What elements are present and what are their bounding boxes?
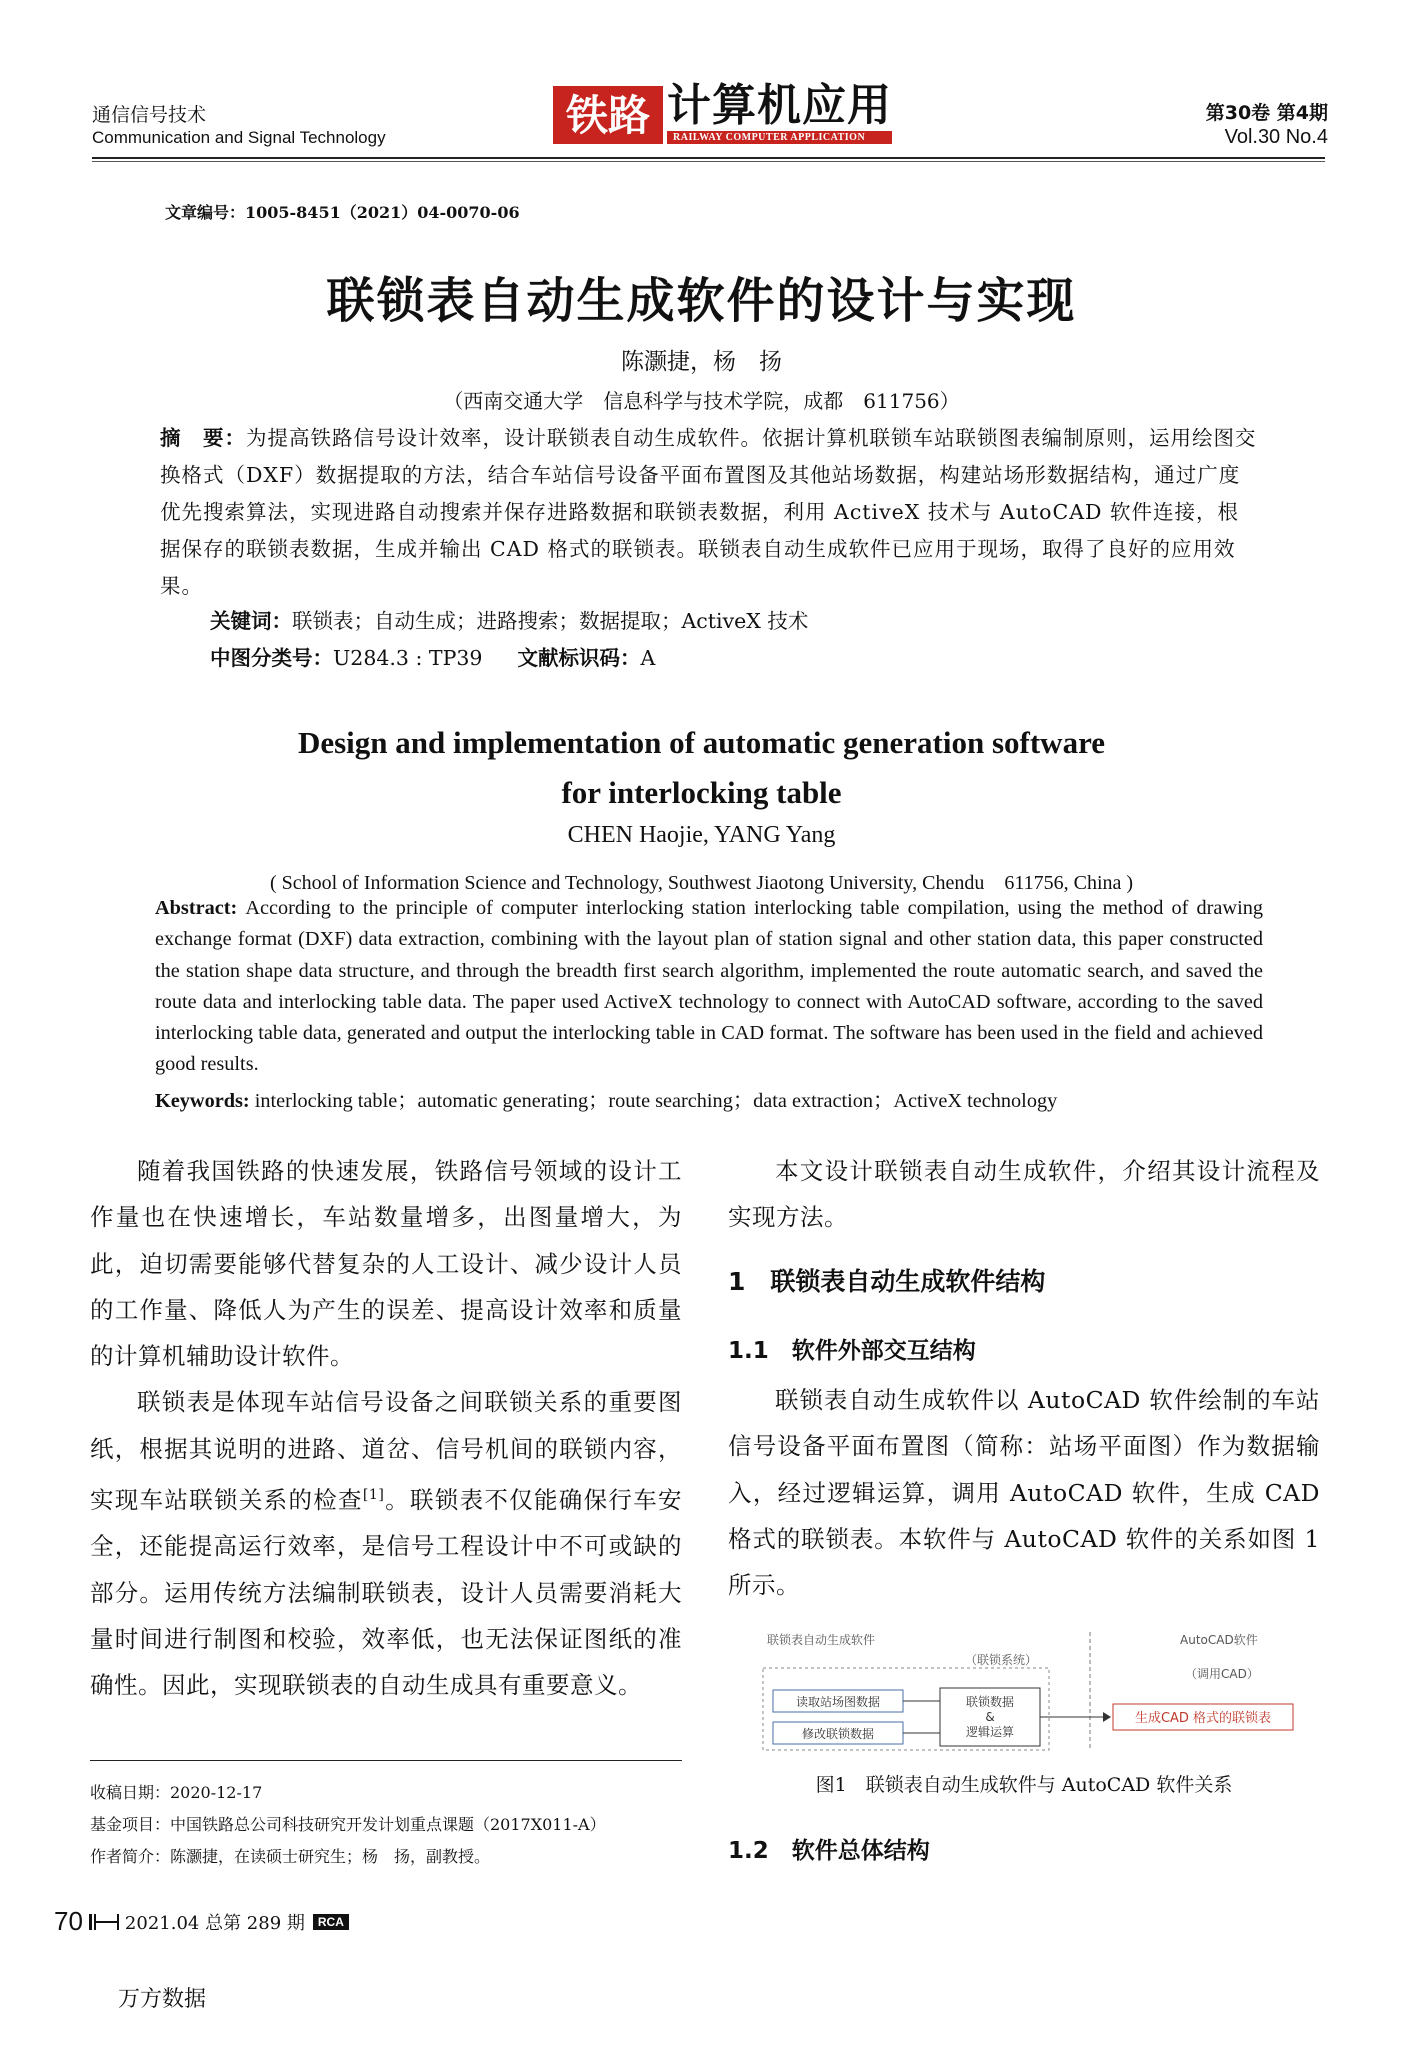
abstract-en-text: According to the principle of computer interlocking station interlocking table compilation, using the method of drawing exchange format (DXF) data extraction, combining with the layout plan of station signal and other station data, this paper constructed the station shape data structure, and through the breadth first search algorithm, implemented the route automatic search, and saved the route data and interlocking table data. The paper used ActiveX technology to connect with AutoCAD software, according to the saved interlocking table data, generated and output the interlocking table in CAD format. The software has been used in the field and achieved good results. bbox=[155, 897, 1263, 1076]
footnote-author: 作者简介：陈灏捷，在读硕士研究生；杨 扬，副教授。 bbox=[90, 1847, 491, 1866]
fig-left-group-label: 联锁表自动生成软件 bbox=[767, 1633, 876, 1647]
section-heading-1-1: 1.1 软件外部交互结构 bbox=[728, 1338, 976, 1364]
keywords-en-text: interlocking table；automatic generating；route searching；data extraction；ActiveX technology bbox=[254, 1090, 1058, 1112]
fig-arrow-head bbox=[1103, 1712, 1111, 1722]
journal-logo bbox=[553, 80, 892, 144]
fig-box-output-text: 生成CAD 格式的联锁表 bbox=[1134, 1711, 1272, 1726]
authors-cn: 陈灏捷，杨 扬 bbox=[621, 349, 782, 375]
body-right-column-2 bbox=[728, 1377, 1320, 1608]
page-marker-icon bbox=[89, 1912, 121, 1932]
title-en bbox=[0, 718, 1403, 818]
logo-subtitle: RAILWAY COMPUTER APPLICATION bbox=[667, 131, 892, 144]
doc-code: A bbox=[640, 646, 656, 670]
affiliation-en: ( School of Information Science and Technology, Southwest Jiaotong University, Chendu 611756, China ) bbox=[269, 872, 1134, 894]
abstract-cn bbox=[160, 420, 1260, 605]
body-left-column bbox=[90, 1148, 682, 1708]
title-en-line2: for interlocking table bbox=[561, 775, 842, 810]
fig-box-center-l1: 联锁数据 bbox=[965, 1695, 1015, 1709]
citation-ref[interactable]: [1] bbox=[362, 1487, 385, 1504]
clc-label: 中图分类号： bbox=[210, 646, 333, 670]
issue-info: 2021.04 总第 289 期 bbox=[124, 1912, 305, 1934]
figure-1-caption: 图1 联锁表自动生成软件与 AutoCAD 软件关系 bbox=[815, 1774, 1233, 1796]
fig-call-label: （调用CAD） bbox=[1185, 1667, 1259, 1681]
header-rule bbox=[92, 157, 1325, 159]
keywords-cn-text: 联锁表；自动生成；进路搜索；数据提取；ActiveX 技术 bbox=[292, 609, 809, 633]
authors-en: CHEN Haojie, YANG Yang bbox=[567, 822, 836, 848]
classification-cn bbox=[210, 641, 655, 671]
railway-logo-mark bbox=[553, 86, 663, 144]
footnote-received: 收稿日期：2020-12-17 bbox=[90, 1783, 263, 1802]
title-en-line1: Design and implementation of automatic generation software bbox=[297, 725, 1106, 760]
page-number: 70 bbox=[54, 1906, 83, 1936]
footnote-rule bbox=[90, 1760, 682, 1761]
keywords-cn-label: 关键词： bbox=[210, 609, 292, 633]
keywords-en bbox=[155, 1084, 1057, 1113]
logo-mark-text: 铁路 bbox=[565, 91, 651, 140]
rca-badge: RCA bbox=[313, 1914, 349, 1930]
volume-en: Vol.30 No.4 bbox=[1224, 126, 1328, 148]
logo-title: 计算机应用 bbox=[667, 80, 892, 131]
affiliation-cn: （西南交通大学 信息科学与技术学院，成都 611756） bbox=[443, 389, 960, 413]
watermark: 万方数据 bbox=[118, 1987, 207, 2012]
doc-code-label: 文献标识码： bbox=[517, 646, 641, 670]
abstract-cn-label: 摘 要： bbox=[160, 426, 246, 450]
footnote-fund: 基金项目：中国铁路总公司科技研究开发计划重点课题（2017X011-A） bbox=[90, 1815, 606, 1834]
article-number: 文章编号：1005-8451（2021）04-0070-06 bbox=[165, 203, 520, 222]
abstract-en-label: Abstract: bbox=[155, 897, 238, 919]
volume-cn: 第30卷 第4期 bbox=[1205, 102, 1328, 124]
title-cn: 联锁表自动生成软件的设计与实现 bbox=[326, 273, 1077, 329]
section-heading-1: 1 联锁表自动生成软件结构 bbox=[728, 1267, 1046, 1296]
body-paragraph: 本文设计联锁表自动生成软件，介绍其设计流程及实现方法。 bbox=[728, 1157, 1320, 1232]
keywords-en-label: Keywords: bbox=[155, 1090, 250, 1112]
fig-box-modify-text: 修改联锁数据 bbox=[801, 1727, 875, 1741]
header-rule-thin bbox=[92, 161, 1325, 162]
abstract-cn-text: 为提高铁路信号设计效率，设计联锁表自动生成软件。依据计算机联锁车站联锁图表编制原则，运用绘图交换格式（DXF）数据提取的方法，结合车站信号设备平面布置图及其他站场数据，构建站场形数据结构，通过广度优先搜索算法，实现进路自动搜索并保存进路数据和联锁表数据，利用 ActiveX 技术与 AutoCAD 软件连接，根据保存的联锁表数据，生成并输出 CAD 格式的联锁表。联锁表自动生成软件已应用于现场，取得了良好的应用效果。 bbox=[160, 426, 1257, 598]
body-paragraph: 随着我国铁路的快速发展，铁路信号领域的设计工作量也在快速增长，车站数量增多，出图量增大，为此，迫切需要能够代替复杂的人工设计、减少设计人员的工作量、降低人为产生的误差、提高设计效率和质量的计算机辅助设计软件。 bbox=[90, 1157, 682, 1371]
figure-1 bbox=[755, 1628, 1315, 1753]
journal-name-cn: 通信信号技术 bbox=[92, 104, 207, 126]
body-right-column bbox=[728, 1148, 1320, 1241]
section-heading-1-2: 1.2 软件总体结构 bbox=[728, 1838, 930, 1864]
fig-box-read-text: 读取站场图数据 bbox=[795, 1695, 881, 1709]
fig-box-center-l3: 逻辑运算 bbox=[965, 1725, 1015, 1739]
body-paragraph: 联锁表是体现车站信号设备之间联锁关系的重要图纸，根据其说明的进路、道岔、信号机间的联锁内容，实现车站联锁关系的检查[1]。联锁表不仅能确保行车安全，还能提高运行效率，是信号工程设计中不可或缺的部分。运用传统方法编制联锁表，设计人员需要消耗大量时间进行制图和校验，效率低，也无法保证图纸的准确性。因此，实现联锁表的自动生成具有重要意义。 bbox=[90, 1388, 683, 1700]
fig-system-label: （联锁系统） bbox=[965, 1653, 1038, 1667]
page-footer bbox=[54, 1906, 349, 1937]
abstract-en bbox=[155, 893, 1263, 1081]
journal-name-en: Communication and Signal Technology bbox=[92, 128, 386, 147]
keywords-cn bbox=[210, 604, 808, 634]
fig-right-group-label: AutoCAD软件 bbox=[1180, 1633, 1258, 1647]
clc-code: U284.3 : TP39 bbox=[333, 646, 483, 670]
fig-box-center-l2: & bbox=[985, 1710, 995, 1724]
body-paragraph: 联锁表自动生成软件以 AutoCAD 软件绘制的车站信号设备平面布置图（简称：站场平面图）作为数据输入，经过逻辑运算，调用 AutoCAD 软件，生成 CAD 格式的联锁表。本软件与 AutoCAD 软件的关系如图 1 所示。 bbox=[728, 1386, 1320, 1600]
